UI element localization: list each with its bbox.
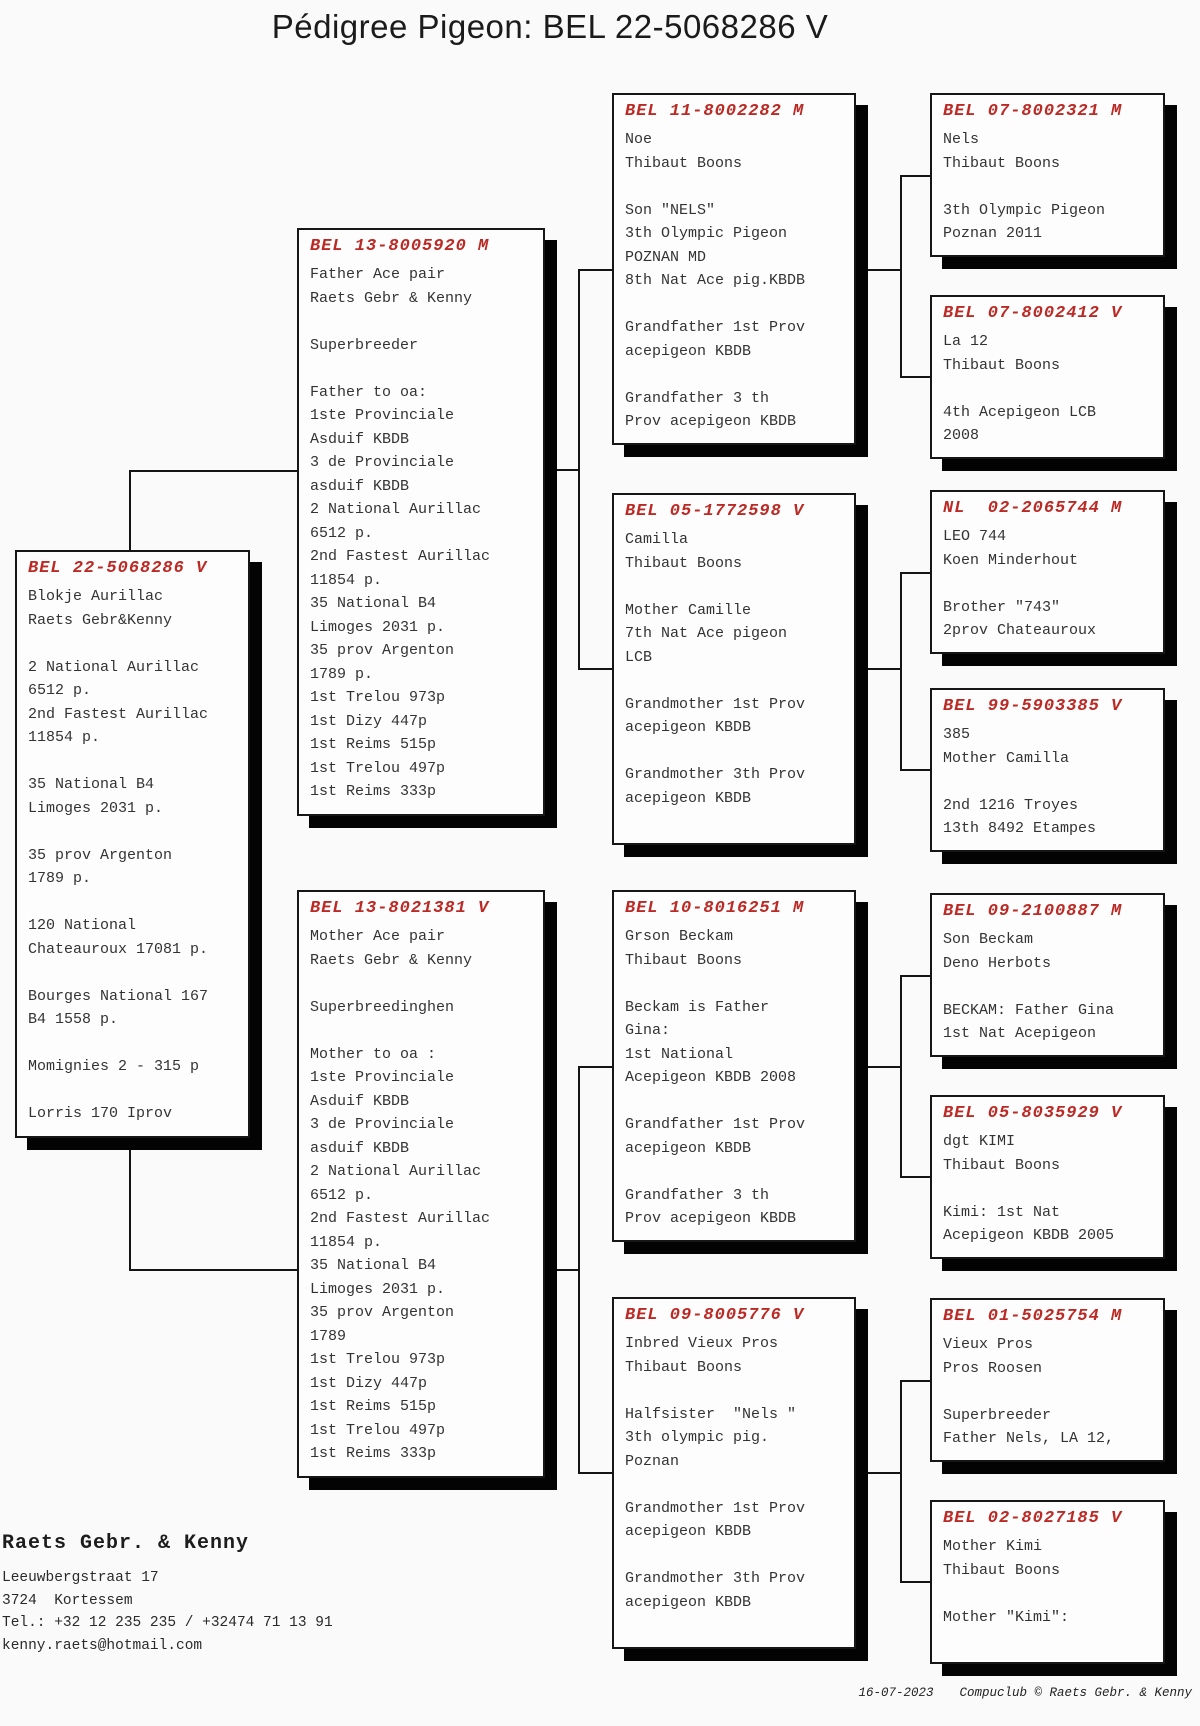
connector-line — [578, 269, 580, 670]
pedigree-box-great-grandparent-6 — [930, 1095, 1165, 1259]
ring-number: BEL 13-8005920 M — [310, 237, 490, 256]
pigeon-details: LEO 744 Koen Minderhout Brother "743" 2prov Chateauroux — [943, 528, 1097, 639]
pedigree-box-grandfather-paternal — [612, 93, 856, 445]
connector-line — [856, 1472, 900, 1474]
connector-line — [129, 1138, 131, 1271]
ring-number: BEL 01-5025754 M — [943, 1307, 1123, 1326]
pigeon-details: dgt KIMI Thibaut Boons Kimi: 1st Nat Acepigeon KBDB 2005 — [943, 1133, 1115, 1244]
connector-line — [578, 1472, 612, 1474]
pigeon-details: Inbred Vieux Pros Thibaut Boons Halfsister "Nels " 3th olympic pig. Poznan Grandmother 1st Prov acepigeon KBDB Grandmother 3th Prov acepigeon KBDB — [625, 1335, 806, 1611]
connector-line — [900, 975, 930, 977]
ring-number: BEL 07-8002321 M — [943, 102, 1123, 121]
print-footer — [828, 1672, 1192, 1714]
ring-number: BEL 09-2100887 M — [943, 902, 1123, 921]
connector-line — [900, 1380, 902, 1583]
connector-line — [900, 769, 930, 771]
connector-line — [856, 269, 900, 271]
print-date: 16-07-2023 — [858, 1686, 934, 1700]
pedigree-box-great-grandparent-1 — [930, 93, 1165, 257]
ring-number: BEL 02-8027185 V — [943, 1509, 1123, 1528]
connector-line — [900, 1380, 930, 1382]
pedigree-box-subject — [15, 550, 250, 1138]
pigeon-details: Mother Ace pair Raets Gebr & Kenny Superbreedinghen Mother to oa : 1ste Provinciale Asduif KBDB 3 de Provinciale asduif KBDB 2 National Aurillac 6512 p. 2nd Fastest Aurillac 11854 p. 35 National B4 Limoges 2031 p. 35 prov Argenton 1789 1st Trelou 973p 1st Dizy 447p 1st Reims 515p 1st Trelou 497p 1st Reims 333p — [310, 928, 491, 1462]
connector-line — [578, 1066, 580, 1474]
ring-number: BEL 99-5903385 V — [943, 697, 1123, 716]
connector-line — [900, 1581, 930, 1583]
connector-line — [578, 1066, 612, 1068]
breeder-street: Leeuwbergstraat 17 — [2, 1570, 159, 1586]
pigeon-details: Grson Beckam Thibaut Boons Beckam is Father Gina: 1st National Acepigeon KBDB 2008 Grandfather 1st Prov acepigeon KBDB Grandfather 3 th Prov acepigeon KBDB — [625, 928, 806, 1227]
connector-line — [900, 175, 902, 378]
connector-line — [900, 975, 902, 1178]
connector-line — [129, 470, 131, 550]
ring-number: BEL 11-8002282 M — [625, 102, 805, 121]
pigeon-details: Son Beckam Deno Herbots BECKAM: Father Gina 1st Nat Acepigeon — [943, 931, 1115, 1042]
pedigree-box-father — [297, 228, 545, 816]
ring-number: BEL 05-8035929 V — [943, 1104, 1123, 1123]
page-title: Pédigree Pigeon: BEL 22-5068286 V — [271, 8, 829, 45]
pedigree-box-great-grandparent-2 — [930, 295, 1165, 459]
pedigree-box-great-grandparent-4 — [930, 688, 1165, 852]
pedigree-box-great-grandparent-7 — [930, 1298, 1165, 1462]
breeder-contact-block — [2, 1532, 333, 1657]
pedigree-box-great-grandparent-8 — [930, 1500, 1165, 1664]
pedigree-box-grandfather-maternal — [612, 890, 856, 1242]
pedigree-box-grandmother-paternal — [612, 493, 856, 845]
pedigree-box-great-grandparent-3 — [930, 490, 1165, 654]
ring-number: BEL 13-8021381 V — [310, 899, 490, 918]
ring-number: BEL 09-8005776 V — [625, 1306, 805, 1325]
ring-number: NL 02-2065744 M — [943, 499, 1123, 518]
pedigree-box-grandmother-maternal — [612, 1297, 856, 1649]
connector-line — [578, 269, 612, 271]
pigeon-details: Nels Thibaut Boons 3th Olympic Pigeon Poznan 2011 — [943, 131, 1106, 242]
software-credit: Compuclub © Raets Gebr. & Kenny — [959, 1686, 1192, 1700]
connector-line — [900, 572, 930, 574]
ring-number: BEL 22-5068286 V — [28, 559, 208, 578]
connector-line — [900, 1176, 930, 1178]
pigeon-details: Camilla Thibaut Boons Mother Camille 7th Nat Ace pigeon LCB Grandmother 1st Prov acepigeon KBDB Grandmother 3th Prov acepigeon KBDB — [625, 531, 806, 807]
breeder-phone: Tel.: +32 12 235 235 / +32474 71 13 91 — [2, 1615, 333, 1631]
pigeon-details: Mother Kimi Thibaut Boons Mother "Kimi": — [943, 1538, 1070, 1626]
ring-number: BEL 07-8002412 V — [943, 304, 1123, 323]
connector-line — [856, 668, 900, 670]
pigeon-details: Father Ace pair Raets Gebr & Kenny Superbreeder Father to oa: 1ste Provinciale Asduif KBDB 3 de Provinciale asduif KBDB 2 National Aurillac 6512 p. 2nd Fastest Aurillac 11854 p. 35 National B4 Limoges 2031 p. 35 prov Argenton 1789 p. 1st Trelou 973p 1st Dizy 447p 1st Reims 515p 1st Trelou 497p 1st Reims 333p — [310, 266, 491, 800]
pedigree-box-great-grandparent-5 — [930, 893, 1165, 1057]
pigeon-details: La 12 Thibaut Boons 4th Acepigeon LCB 2008 — [943, 333, 1097, 444]
connector-line — [900, 572, 902, 771]
ring-number: BEL 05-1772598 V — [625, 502, 805, 521]
breeder-city: 3724 Kortessem — [2, 1592, 133, 1609]
pigeon-details: 385 Mother Camilla 2nd 1216 Troyes 13th 8492 Etampes — [943, 726, 1097, 837]
connector-line — [900, 376, 930, 378]
pigeon-details: Vieux Pros Pros Roosen Superbreeder Father Nels, LA 12, — [943, 1336, 1115, 1447]
connector-line — [856, 1066, 900, 1068]
pigeon-details: Noe Thibaut Boons Son "NELS" 3th Olympic Pigeon POZNAN MD 8th Nat Ace pig.KBDB Grandfather 1st Prov acepigeon KBDB Grandfather 3 th Prov acepigeon KBDB — [625, 131, 806, 430]
pedigree-box-mother — [297, 890, 545, 1478]
connector-line — [129, 1269, 297, 1271]
connector-line — [900, 175, 930, 177]
connector-line — [129, 470, 297, 472]
breeder-email: kenny.raets@hotmail.com — [2, 1637, 203, 1654]
pigeon-details: Blokje Aurillac Raets Gebr&Kenny 2 National Aurillac 6512 p. 2nd Fastest Aurillac 11854 p. 35 National B4 Limoges 2031 p. 35 prov Argenton 1789 p. 120 National Chateauroux 17081 p. Bourges National 167 B4 1558 p. Momignies 2 - 315 p Lorris 170 Iprov — [28, 588, 209, 1122]
connector-line — [545, 1269, 578, 1271]
connector-line — [545, 469, 578, 471]
ring-number: BEL 10-8016251 M — [625, 899, 805, 918]
breeder-name: Raets Gebr. & Kenny — [2, 1532, 250, 1555]
connector-line — [578, 668, 612, 670]
